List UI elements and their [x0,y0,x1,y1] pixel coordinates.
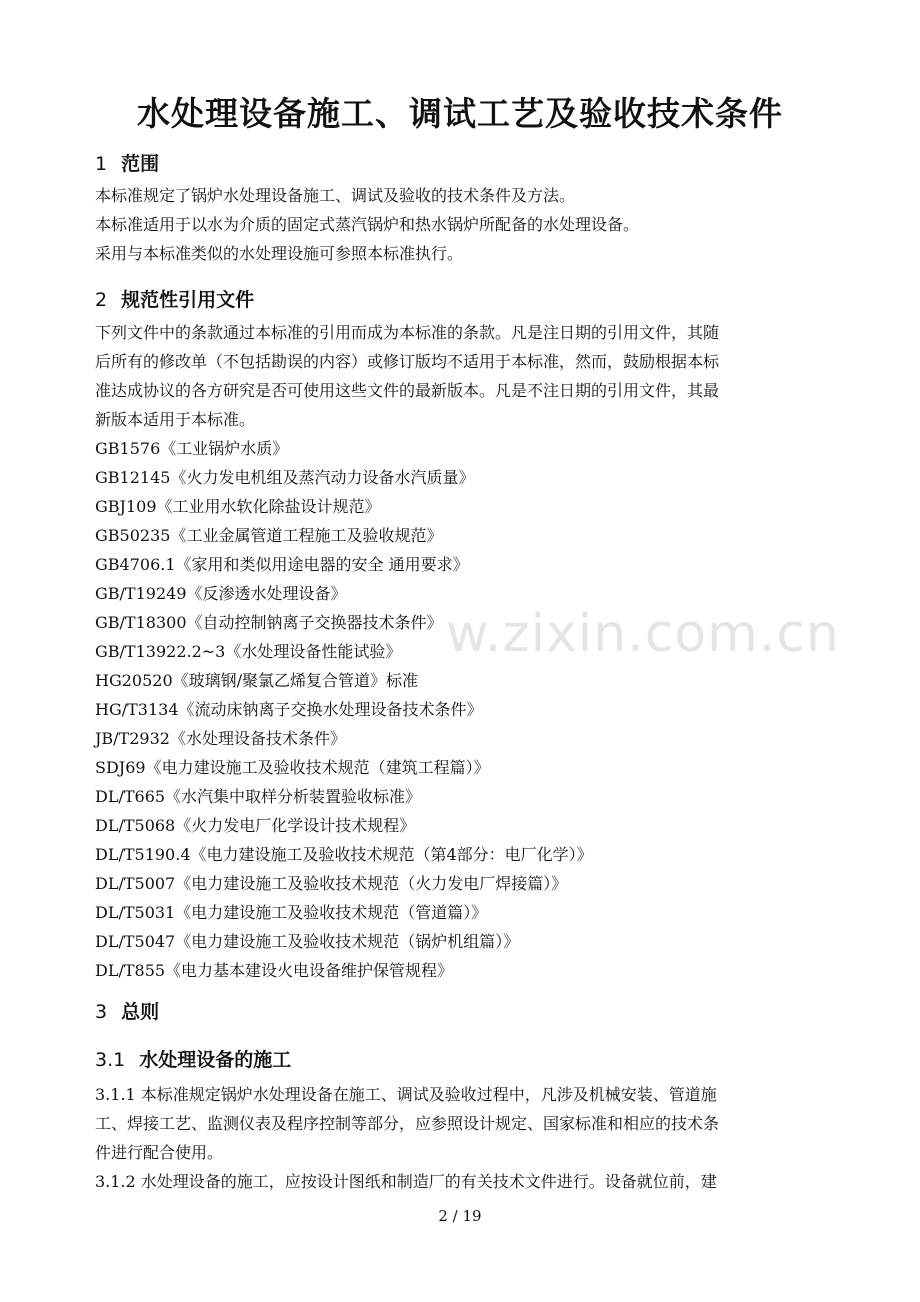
reference-item: JB/T2932《水处理设备技术条件》 [95,729,346,748]
reference-item: GB/T19249《反渗透水处理设备》 [95,584,347,603]
watermark: w.zixin.com.cn [446,604,840,664]
section-number: 1 [95,153,108,175]
reference-item: DL/T5068《火力发电厂化学设计技术规程》 [95,816,416,835]
clause-3-1-1 [95,1080,825,1167]
text-line: 件进行配合使用。 [95,1143,224,1162]
reference-item: DL/T855《电力基本建设火电设备维护保管规程》 [95,961,454,980]
section-heading-1 [95,149,159,176]
reference-item: GBJ109《工业用水软化除盐设计规范》 [95,497,381,516]
text-line: 3.1.2 水处理设备的施工，应按设计图纸和制造厂的有关技术文件进行。设备就位前，建 [95,1172,717,1191]
reference-item: HG/T3134《流动床钠离子交换水处理设备技术条件》 [95,700,483,719]
reference-item: GB4706.1《家用和类似用途电器的安全 通用要求》 [95,555,469,574]
section-heading-3-1 [95,1045,291,1072]
reference-item: DL/T5031《电力建设施工及验收技术规范（管道篇）》 [95,903,488,922]
section-number: 3 [95,1001,108,1023]
text-line: 下列文件中的条款通过本标准的引用而成为本标准的条款。凡是注日期的引用文件，其随 [95,323,720,342]
section-title: 范围 [121,153,160,175]
reference-item: DL/T665《水汽集中取样分析装置验收标准》 [95,787,422,806]
reference-item: DL/T5047《电力建设施工及验收技术规范（锅炉机组篇）》 [95,932,520,951]
scope-paragraph [95,181,825,268]
reference-item: SDJ69《电力建设施工及验收技术规范（建筑工程篇）》 [95,758,490,777]
clause-3-1-2 [95,1167,825,1196]
text-line: 3.1.1 本标准规定锅炉水处理设备在施工、调试及验收过程中，凡涉及机械安装、管道施 [95,1085,717,1104]
reference-item: GB/T13922.2~3《水处理设备性能试验》 [95,642,402,661]
text-line: 新版本适用于本标准。 [95,410,256,429]
text-line: 采用与本标准类似的水处理设施可参照本标准执行。 [95,244,464,263]
section-heading-2 [95,285,254,312]
text-line: 本标准规定了锅炉水处理设备施工、调试及验收的技术条件及方法。 [95,186,576,205]
section-heading-3 [95,997,159,1024]
reference-intro-paragraph [95,318,825,434]
text-line: 本标准适用于以水为介质的固定式蒸汽锅炉和热水锅炉所配备的水处理设备。 [95,215,640,234]
page-number: 2 / 19 [438,1207,482,1225]
reference-item: GB/T18300《自动控制钠离子交换器技术条件》 [95,613,443,632]
reference-list [95,434,825,985]
section-title: 水处理设备的施工 [139,1049,292,1071]
reference-item: GB12145《火力发电机组及蒸汽动力设备水汽质量》 [95,468,475,487]
text-line: 准达成协议的各方研究是否可使用这些文件的最新版本。凡是不注日期的引用文件，其最 [95,381,720,400]
text-line: 后所有的修改单（不包括勘误的内容）或修订版均不适用于本标准，然而，鼓励根据本标 [95,352,720,371]
section-title: 总则 [121,1001,160,1023]
section-number: 3.1 [95,1049,126,1071]
reference-item: GB1576《工业锅炉水质》 [95,439,289,458]
text-line: 工、焊接工艺、监测仪表及程序控制等部分，应参照设计规定、国家标准和相应的技术条 [95,1114,720,1133]
document-title: 水处理设备施工、调试工艺及验收技术条件 [137,94,783,133]
section-number: 2 [95,289,108,311]
reference-item: DL/T5190.4《电力建设施工及验收技术规范（第4部分：电厂化学）》 [95,845,593,864]
reference-item: DL/T5007《电力建设施工及验收技术规范（火力发电厂焊接篇）》 [95,874,568,893]
reference-item: HG20520《玻璃钢/聚氯乙烯复合管道》标准 [95,671,419,690]
section-title: 规范性引用文件 [121,289,255,311]
reference-item: GB50235《工业金属管道工程施工及验收规范》 [95,526,443,545]
